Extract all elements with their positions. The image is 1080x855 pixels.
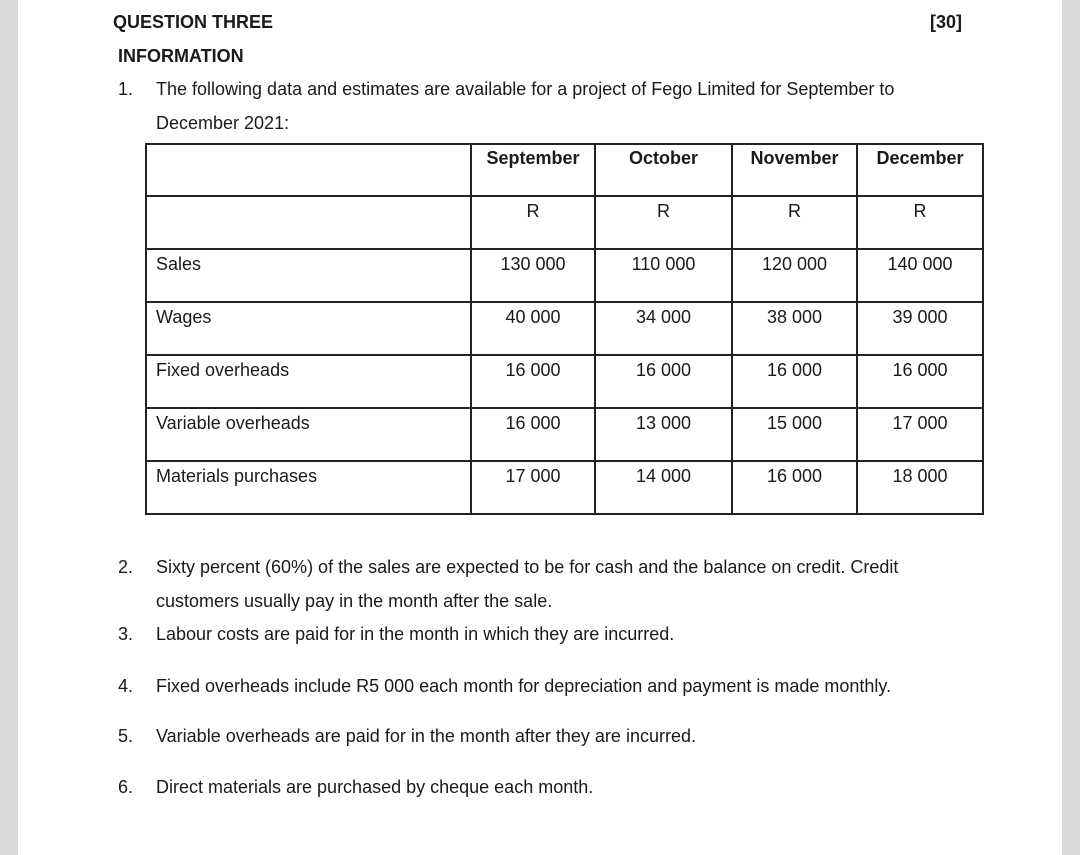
row-label: Sales (146, 249, 471, 302)
table-row (146, 355, 983, 408)
row-label: Materials purchases (146, 461, 471, 514)
item-number: 5. (118, 726, 134, 746)
column-header: September (471, 144, 595, 196)
table-cell: 14 000 (595, 461, 732, 514)
table-cell: 120 000 (732, 249, 857, 302)
unit-cell: R (471, 196, 595, 249)
table-row (146, 461, 983, 514)
table-row (146, 302, 983, 355)
table-header-row (146, 144, 983, 196)
table-cell: 18 000 (857, 461, 983, 514)
table-cell: 130 000 (471, 249, 595, 302)
item-text-continued: customers usually pay in the month after the sale. (156, 591, 553, 611)
item-number: 6. (118, 777, 134, 797)
table-cell: 13 000 (595, 408, 732, 461)
table-cell: 16 000 (857, 355, 983, 408)
question-marks: [30] (930, 12, 963, 32)
row-label: Wages (146, 302, 471, 355)
item-text-continued: December 2021: (156, 113, 290, 133)
table-cell: 16 000 (471, 408, 595, 461)
table-cell: 16 000 (732, 461, 857, 514)
section-heading: INFORMATION (118, 46, 244, 66)
table-cell: 40 000 (471, 302, 595, 355)
item-text: Variable overheads are paid for in the month after they are incurred. (156, 726, 696, 746)
table-cell: 34 000 (595, 302, 732, 355)
table-row (146, 408, 983, 461)
table-cell: 16 000 (595, 355, 732, 408)
table-cell: 17 000 (857, 408, 983, 461)
table-cell (146, 196, 471, 249)
table-corner-cell (146, 144, 471, 196)
column-header: October (595, 144, 732, 196)
item-text: Sixty percent (60%) of the sales are expected to be for cash and the balance on credit. Credit (156, 557, 899, 577)
table-cell: 16 000 (471, 355, 595, 408)
table-cell: 17 000 (471, 461, 595, 514)
item-number: 4. (118, 676, 134, 696)
item-text: Direct materials are purchased by cheque each month. (156, 777, 594, 797)
table-cell: 140 000 (857, 249, 983, 302)
item-number: 3. (118, 624, 134, 644)
row-label: Variable overheads (146, 408, 471, 461)
column-header: November (732, 144, 857, 196)
unit-cell: R (857, 196, 983, 249)
table-units-row (146, 196, 983, 249)
question-title: QUESTION THREE (113, 12, 274, 32)
item-text: Fixed overheads include R5 000 each month for depreciation and payment is made monthly. (156, 676, 892, 696)
item-number: 1. (118, 79, 134, 99)
table-cell: 15 000 (732, 408, 857, 461)
table-cell: 38 000 (732, 302, 857, 355)
item-text: The following data and estimates are available for a project of Fego Limited for September to (156, 79, 895, 99)
table-cell: 110 000 (595, 249, 732, 302)
item-number: 2. (118, 557, 134, 577)
row-label: Fixed overheads (146, 355, 471, 408)
project-estimates-table (145, 143, 984, 515)
table-cell: 16 000 (732, 355, 857, 408)
item-text: Labour costs are paid for in the month in which they are incurred. (156, 624, 675, 644)
page-margin (1062, 0, 1080, 855)
unit-cell: R (595, 196, 732, 249)
column-header: December (857, 144, 983, 196)
table-row (146, 249, 983, 302)
table-cell: 39 000 (857, 302, 983, 355)
unit-cell: R (732, 196, 857, 249)
